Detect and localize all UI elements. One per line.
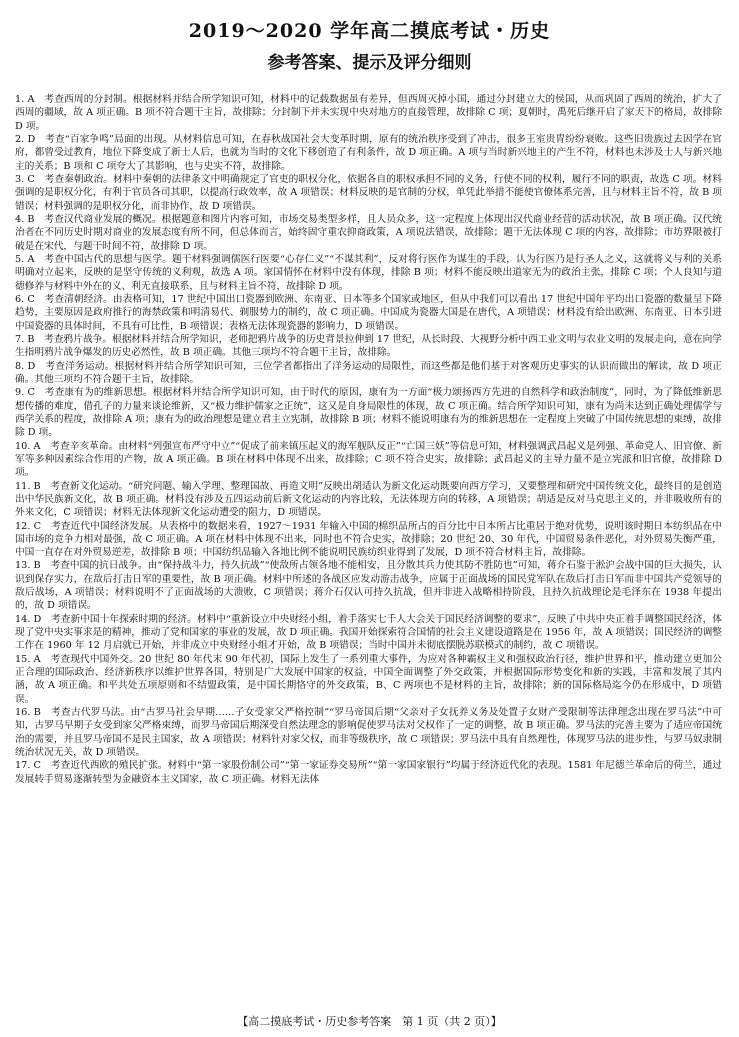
answer-item: 2. D 考查“百家争鸣”局面的出现。从材料信息可知，在春秋战国社会大变革时期，原有的统治秩序受到了冲击，很多王室贵胄纷纷衰败。这些旧贵族过去因学在官府，都曾受过教育，地位下降变成了新士人后，也就为当时的文化下移创造了有利条件，故 D 项正确。A 项与当时新兴地主的产生不符，材料也未涉及士人与新兴地主的关系；B 项和 C 项夸大了其影响，也与史实不符，故排除。 [15, 133, 722, 172]
answer-item: 13. B 考查中国的抗日战争。由“保持战斗力，持久抗战”“使敌所占领各地不能相安，且分散其兵力使其防不胜防也”可知，蒋介石鉴于淞沪会战中国的巨大损失，认识到保存实力，在敌后打击日军的重要性，故 B 项正确。材料中所述的各战区应发动游击战争，应属于正面战场的国民党军队在敌后打击日军而非中国共产党领导的敌后战场，A 项错误；材料说明不了正面战场的大溃败，C 项错误；蒋介石仅认可持久抗战，但并非进入战略相持阶段，且持久抗战理论是毛泽东在 1938 年提出的，故 D 项错误。 [15, 560, 722, 612]
answer-item: 6. C 考查清朝经济。由表格可知，17 世纪中国出口瓷器到欧洲、东南亚、日本等多个国家或地区，但从中我们可以看出 17 世纪中国年平均出口瓷器的数量呈下降趋势，主要原因是政府推行的海禁政策和明清易代、剃服势力的制约，故 C 项正确。中国成为瓷器大国是在唐代，A 项错误；材料没有给出欧洲、东南亚、日本引进中国瓷器的具体时间，不具有可比性，B 项错误；表格无法体现瓷器的影响力，D 项错误。 [15, 293, 722, 332]
answer-item: 14. D 考查新中国十年探索时期的经济。材料中“重新设立中央财经小组，着手落实七千人大会关于国民经济调整的要求”，反映了中共中央正着手调整国民经济，体现了党中央实事求是的精神，推动了党和国家的事业的发展，故 D 项正确。我国开始探索符合国情的社会主义建设道路是在 1956 年，故 A 项错误；国民经济的调整工作在 1960 年 12 月启就已开始，并非成立中央财经小组才开始，故 B 项错误；当时中国并未彻底摆脱苏联模式的制约，故 C 项错误。 [15, 613, 722, 652]
answer-item: 10. A 考查辛亥革命。由材料“列强宣布严守中立”“促成了前来镇压起义的海军舰队反正”“亡国三妖”等信息可知，材料强调武昌起义是列强、革命党人、旧官僚、新军等多种因素综合作用的产物，故 A 项正确。B 项在材料中体现不出来，故排除；C 项不符合史实，故排除；武昌起义的主导力量不是立宪派和旧官僚，故排除 D 项。 [15, 440, 722, 479]
answer-item: 11. B 考查新文化运动。“研究问题、输入学理、整理国故、再造文明”反映出胡适认为新文化运动既要向西方学习，又要整理和研究中国传统文化，最终目的是创造出中华民族新文化，故 B 项正确。材料没有涉及五四运动前后新文化运动的内容比较，无法体现方向的转移，A 项错误；胡适是反对马克思主义的，并非吸收所有的外来文化，C 项错误；材料无法体现新文化运动遭受的阻力，D 项错误。 [15, 480, 722, 519]
answer-item: 12. C 考查近代中国经济发展。从表格中的数据来看，1927～1931 年输入中国的棉织品所占的百分比中日本所占比重居于绝对优势，说明该时期日本纺织品在中国市场的竞争力相对最强，故 C 项正确。A 项在材料中体现不出来，同时也不符合史实，故排除；20 世纪 20、30 年代，中国贸易条件恶化，对外贸易失衡严重，中国一直存在对外贸易逆差，故排除 B 项；中国纺织品输入各地比例不能说明民族纺织业得到了发展，D 项不符合材料主旨，故排除。 [15, 520, 722, 559]
answer-list [15, 93, 722, 1003]
page-footer: 【高二摸底考试・历史参考答案 第 1 页（共 2 页）】 [237, 1015, 502, 1028]
answer-item: 7. B 考查鸦片战争。根据材料并结合所学知识，老师把鸦片战争的历史背景拉伸到 17 世纪，从长时段、大视野分析中西工业文明与农业文明的发展走向，意在向学生指明鸦片战争爆发的历史必然性，故 B 项正确。其他三项均不符合题干主旨，故排除。 [15, 333, 722, 359]
page-title: 2019～2020 学年高二摸底考试・历史 [188, 20, 551, 42]
page-subtitle: 参考答案、提示及评分细则 [267, 53, 472, 73]
answer-item: 16. B 考查古代罗马法。由“古罗马社会早期……子女受家父严格控制”“罗马帝国后期“父亲对子女抚养义务及处置子女财产受限制等法律理念出现在罗马法”中可知，古罗马早期子女受到家父严格束缚，而罗马帝国后期深受自然法理念的影响促使罗马法对父权作了一定的调整，故 B 项正确。罗马法的完善主要为了适应帝国统治的需要，并且罗马帝国不是民主国家，故 A 项错误；材料针对家父权，而非等级秩序，故 C 项错误；罗马法中具有自然理性，体现罗马法的进步性，与罗马奴隶制统治状况无关，故 D 项错误。 [15, 707, 722, 759]
answer-item: 17. C 考查近代西欧的殖民扩张。材料中“第一家股份制公司”“第一家证券交易所”“第一家国家银行”均属于经济近代化的表现。1581 年尼德兰革命后的荷兰，通过发展转手贸易逐渐转型为金融资本主义国家，故 C 项正确。材料无法体 [15, 760, 722, 785]
answer-item: 3. C 考查秦朝政治。材料中秦朝的法律条文中明确规定了官吏的职权分化，依据各自的职权承担不同的义务，行使不同的权利，履行不同的职责，故选 C 项。材料强调的是职权分化，有利于官员各司其职，以提高行政效率，故 A 项错误；材料反映的是官制的分权，单凭此举措不能使官僚体系完善，且与材料主旨不符，故 B 项错误；材料强调的是职权分化，而非协作，故 D 项错误。 [15, 173, 722, 212]
answer-item: 4. B 考查汉代商业发展的概况。根据题意和图片内容可知，市场交易类型多样，且人员众多，这一定程度上体现出汉代商业经营的活动状况，故 B 项正确。汉代统治者在不同历史时期对商业的发展态度有所不同，但总体而言，始终固守重农抑商政策，A 项说法错误，故排除；题干无法体现 C 项的内容，故排除；市坊界限被打破是在宋代，与题干时间不符，故排除 D 项。 [15, 213, 722, 252]
answer-item: 1. A 考查西周的分封制。根据材料并结合所学知识可知，材料中的记载数据虽有差异，但西周灭掉小国，通过分封建立大的侯国，从而巩固了西周的统治，扩大了西周的疆域，故 A 项正确。B 项不符合题干主旨，故排除；分封制下并未实现中央对地方的直接管理，故排除 C 项；夏朝时，禹死后继开启了家天下的格局，故排除 D 项。 [15, 94, 722, 132]
answer-item: 9. C 考查康有为的维新思想。根据材料并结合所学知识可知，由于时代的原因，康有为一方面“极力颂扬西方先进的自然科学和政治制度”，同时，为了降低维新思想传播的难度，借孔子的力量来谈论维新，又“极力维护儒家之正统”，这又是自身局限性的体现，故 C 项正确。结合所学知识可知，康有为尚未达到正确处理儒学与西学关系的程度，故排除 A 项；康有为的政治理想是建立君主立宪制，故排除 B 项；材料不能说明康有为的维新思想在一定程度上突破了中国传统思想的束缚，故排除 D 项。 [15, 387, 722, 439]
answer-item: 5. A 考查中国古代的思想与医学。题干材料强调儒医行医要“心存仁义”“不谋其利”，反对将行医作为谋生的手段，认为行医乃是行圣人之义，这就将义与利的关系明确对立起来，反映的是坚守传统的义利观，故选 A 项。家国情怀在材料中没有体现，排除 B 项；材料不能反映出道家无为的政治主张，排除 C 项；个人良知与道德修养与材料中外在的义、利无直接联系，且与材料主旨不符，故排除 D 项。 [15, 253, 722, 292]
answer-item: 8. D 考查洋务运动。根据材料并结合所学知识可知，三位学者都指出了洋务运动的局限性，而这些都是他们基于对客观历史事实的认识而做出的解读，故 D 项正确。其他三项均不符合题干主旨，故排除。 [15, 360, 722, 385]
answer-item: 15. A 考查现代中国外交。20 世纪 80 年代末 90 年代初，国际上发生了一系列重大事件，为应对各种霸权主义和强权政治行径，维护世界和平，推动建立更加公正合理的国际政治、经济新秩序以维护世界各国，特别是广大发展中国家的权益，中国全面调整了外交政策，并根据国际形势变化和新的实践，丰富和发展了其内涵，故 A 项正确。和平共处五项原则和不结盟政策，是中国长期恪守的外交政策，B、C 两项也不是材料的主旨，故排除；新的国际格局迄今仍在形成中，D 项错误。 [15, 653, 722, 705]
